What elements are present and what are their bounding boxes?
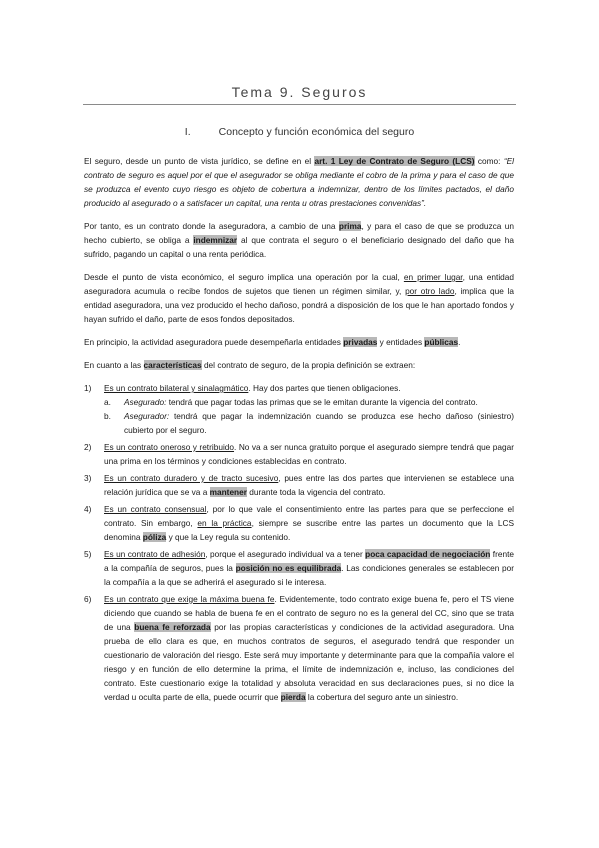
text: . Las condiciones generales se establecen por la compañía a la que se adherirá el asegurado si le interesa. (104, 563, 514, 587)
underline-practice: en la práctica (197, 518, 252, 528)
text: como: (474, 156, 504, 166)
list-letter: a. (104, 397, 111, 407)
text: Por tanto, es un contrato donde la aseguradora, a cambio de una (84, 221, 339, 231)
sub-list-item (104, 409, 514, 437)
list-item (84, 592, 514, 704)
underline-first: en primer lugar (403, 272, 463, 282)
list-number: 6) (84, 594, 92, 604)
paragraph-definition (84, 154, 514, 210)
section-title: Concepto y función económica del seguro (218, 126, 415, 138)
text: , y para el caso de que se produzca un hecho cubierto, se obliga a (84, 221, 514, 245)
item-heading: Es un contrato oneroso y retribuido (104, 442, 235, 452)
text: del contrato de seguro, de la propia definición se extraen: (201, 360, 416, 370)
list-number: 2) (84, 442, 92, 452)
highlight-prima: prima (338, 221, 362, 231)
sub-list (104, 395, 514, 437)
item-heading: Es un contrato consensual (104, 504, 207, 514)
header (0, 84, 599, 102)
item-heading: Es un contrato de adhesión (104, 549, 206, 559)
list-number: 1) (84, 383, 92, 393)
highlight-caracteristicas: características (143, 360, 202, 370)
underline-second: por otro lado (405, 286, 455, 296)
text: . Evidentemente, todo contrato exige buena fe, pero el TS viene diciendo que cuando se habla de buena fe en el contrato de seguro no es la general del CC, sino que se trata de una (104, 594, 514, 632)
list-item (84, 547, 514, 589)
item-heading: Es un contrato que exige la máxima buena fe (104, 594, 275, 604)
highlight-indemnizar: indemnizar (193, 235, 238, 245)
list-item (84, 381, 514, 437)
highlight-negotiation: poca capacidad de negociación (365, 549, 491, 559)
item-heading: Es un contrato duradero y de tracto sucesivo (104, 473, 279, 483)
text: En principio, la actividad aseguradora puede desempeñarla entidades (84, 337, 344, 347)
list-number: 4) (84, 504, 92, 514)
section-number: I. (184, 126, 191, 138)
text: tendrá que pagar todas las primas que se le emitan durante la vigencia del contrato. (166, 397, 478, 407)
text: , siempre se suscribe entre las partes un documento que la LCS denomina (104, 518, 514, 542)
list-item (84, 502, 514, 544)
text: por las propias características y condiciones de la actividad aseguradora. Una prueba de ello clara es que, en muchos contratos de seguros, el asegurado tendrá que responder un cuestionario de valoración del riesgo. Este será muy importante y determinante para que la compañía valore el riesgo y en función de ello determine la prima, el límite de indemnización e, incluso, las condiciones del contrato. Este cuestionario exige la totalidad y absoluta veracidad en sus declaraciones pues, si no dice la verdad u oculta parte de ella, puede ocurrir que (104, 622, 514, 702)
list-item (84, 440, 514, 468)
text: , pues entre las dos partes que intervienen se establece una relación jurídica que se va a (104, 473, 514, 497)
text: y entidades (377, 337, 425, 347)
section-heading (0, 126, 599, 138)
text: la cobertura del seguro ante un siniestro. (305, 692, 459, 702)
text: tendrá que pagar la indemnización cuando se produzca ese hecho dañoso (siniestro) cubierto por el seguro. (124, 411, 514, 435)
paragraph-contract (84, 219, 514, 261)
list-number: 3) (84, 473, 92, 483)
text: Desde el punto de vista económico, el seguro implica una operación por la cual, (84, 272, 404, 282)
item-heading: Es un contrato bilateral y sinalagmático (104, 383, 249, 393)
page-title: Tema 9. Seguros (231, 84, 368, 100)
text: frente a la compañía de seguros, pues la (104, 549, 514, 573)
highlight-law-reference: art. 1 Ley de Contrato de Seguro (LCS) (314, 156, 475, 166)
document-body (84, 154, 514, 707)
text: En cuanto a las (84, 360, 144, 370)
list-item (84, 471, 514, 499)
sub-label: Asegurador: (124, 411, 170, 421)
list-number: 5) (84, 549, 92, 559)
text: El seguro, desde un punto de vista jurídico, se define en el (84, 156, 315, 166)
text: . Hay dos partes que tienen obligaciones. (248, 383, 401, 393)
paragraph-entities (84, 335, 514, 349)
sub-label: Asegurado: (124, 397, 167, 407)
highlight-good-faith: buena fe reforzada (134, 622, 211, 632)
text: , implica que la entidad aseguradora, una vez producido el hecho dañoso, pondrá a disposición de los que le han aportado fondos y hayan sufrido el daño, parte de esos fondos depositados. (84, 286, 514, 324)
text: , porque el asegurado individual va a tener (205, 549, 366, 559)
paragraph-characteristics (84, 358, 514, 372)
highlight-position: posición no es equilibrada (235, 563, 342, 573)
text: . No va a ser nunca gratuito porque el asegurado siempre tendrá que pagar una prima en los términos y condiciones establecidas en contrato. (104, 442, 514, 466)
list-letter: b. (104, 411, 111, 421)
text: al que contrata el seguro o el beneficiario designado del daño que ha sufrido, pagando un capital o una renta periódica. (84, 235, 514, 259)
paragraph-economic (84, 270, 514, 326)
legal-quote: “El contrato de seguro es aquel por el que el asegurador se obliga mediante el cobro de la prima y para el caso de que se produzca el evento cuyo riesgo es objeto de cobertura a indemnizar, dentro de los límites pactados, el daño producido al asegurado o a satisfacer un capital, una renta u otras prestaciones convenidas”. (84, 156, 514, 208)
text: , una entidad aseguradora acumula o recibe fondos de sujetos que tienen un régimen similar, y, (84, 272, 514, 296)
sub-list-item (104, 395, 514, 409)
highlight-pierda: pierda (280, 692, 306, 702)
highlight-publicas: públicas (424, 337, 459, 347)
text: durante toda la vigencia del contrato. (246, 487, 386, 497)
highlight-privadas: privadas (343, 337, 378, 347)
highlight-poliza: póliza (142, 532, 167, 542)
text: . (458, 337, 461, 347)
text: y que la Ley regula su contenido. (166, 532, 291, 542)
highlight-mantener: mantener (209, 487, 247, 497)
characteristics-list (84, 381, 514, 704)
header-rule (83, 104, 516, 105)
text: , por lo que vale el consentimiento entre las partes para que se perfeccione el contrato. Sin embargo, (104, 504, 514, 528)
